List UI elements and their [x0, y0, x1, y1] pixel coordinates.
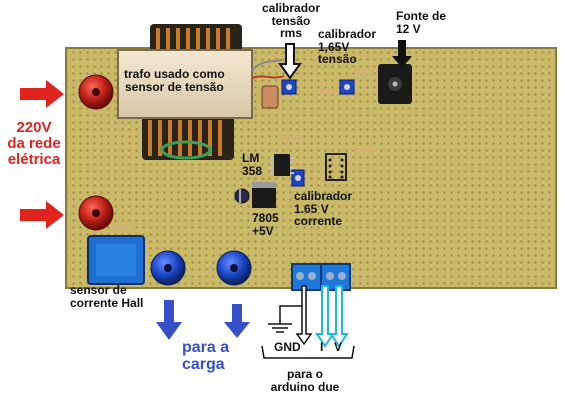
label-line: tensão [271, 13, 311, 28]
label-line: calibrador [294, 189, 353, 203]
label-hall [70, 284, 143, 309]
label-fonte [396, 10, 446, 35]
label-line: para o [286, 367, 323, 381]
ground-symbol-icon [268, 306, 302, 332]
label-gnd: GND [274, 340, 301, 354]
label-line: Fonte de [396, 9, 446, 23]
trimpot-165-tensao [340, 80, 354, 94]
label-calibrador-tensao-rms [262, 2, 320, 40]
hall-sensor [88, 236, 144, 284]
label-line: +5V [252, 223, 274, 238]
label-line: sensor de [70, 283, 127, 297]
label-trafo [124, 68, 225, 93]
label-i: I [320, 340, 324, 354]
label-line: 7805 [252, 211, 279, 225]
label-v: V [334, 340, 343, 354]
label-line: arduino due [270, 379, 340, 394]
label-line: rms [280, 26, 303, 41]
label-line: calibrador [262, 1, 321, 15]
label-trafo-line1: trafo usado como [124, 67, 225, 81]
label-line: tensão [318, 52, 357, 67]
binding-post-red-bottom [79, 196, 113, 230]
arrow-down-cyan-icon [331, 286, 347, 346]
label-line: para a [182, 339, 230, 356]
electrolytic-cap-top [262, 86, 278, 108]
label-line: da rede [7, 134, 61, 152]
trimpot-tensao-rms [282, 80, 296, 94]
label-7805 [252, 212, 279, 237]
binding-post-red-top [79, 75, 113, 109]
label-arduino [270, 368, 340, 393]
label-line: 220V [16, 119, 52, 136]
arrow-down-blue-icon [224, 304, 250, 338]
binding-post-blue-right [217, 251, 251, 285]
label-line: 12 V [396, 21, 421, 36]
power-jack [378, 64, 412, 104]
label-line: calibrador [318, 27, 377, 41]
label-line: 1.65 V [294, 201, 329, 216]
label-220v-rede [2, 120, 66, 167]
label-trafo-line2: sensor de tensão [124, 79, 224, 94]
binding-post-blue-left [151, 251, 185, 285]
label-line: corrente Hall [70, 295, 144, 310]
label-lm358 [242, 152, 262, 177]
label-line: elétrica [7, 150, 61, 168]
regulator-7805 [252, 182, 276, 208]
label-para-a-carga [182, 340, 229, 374]
arrow-right-red-icon [20, 201, 64, 229]
label-calibrador-165-tensao [318, 28, 376, 66]
arrow-right-red-icon [20, 80, 64, 108]
arrow-down-cyan-icon [317, 286, 333, 346]
label-line: 358 [242, 163, 263, 178]
label-calibrador-165-corrente [294, 190, 352, 228]
label-line: 1,65V [318, 39, 350, 54]
label-line: LM [242, 151, 260, 165]
arrow-down-black-icon [297, 286, 311, 344]
label-line: corrente [294, 214, 343, 229]
arrow-down-blue-icon [156, 300, 182, 340]
electrolytic-cap [235, 189, 249, 203]
label-line: carga [182, 355, 225, 373]
